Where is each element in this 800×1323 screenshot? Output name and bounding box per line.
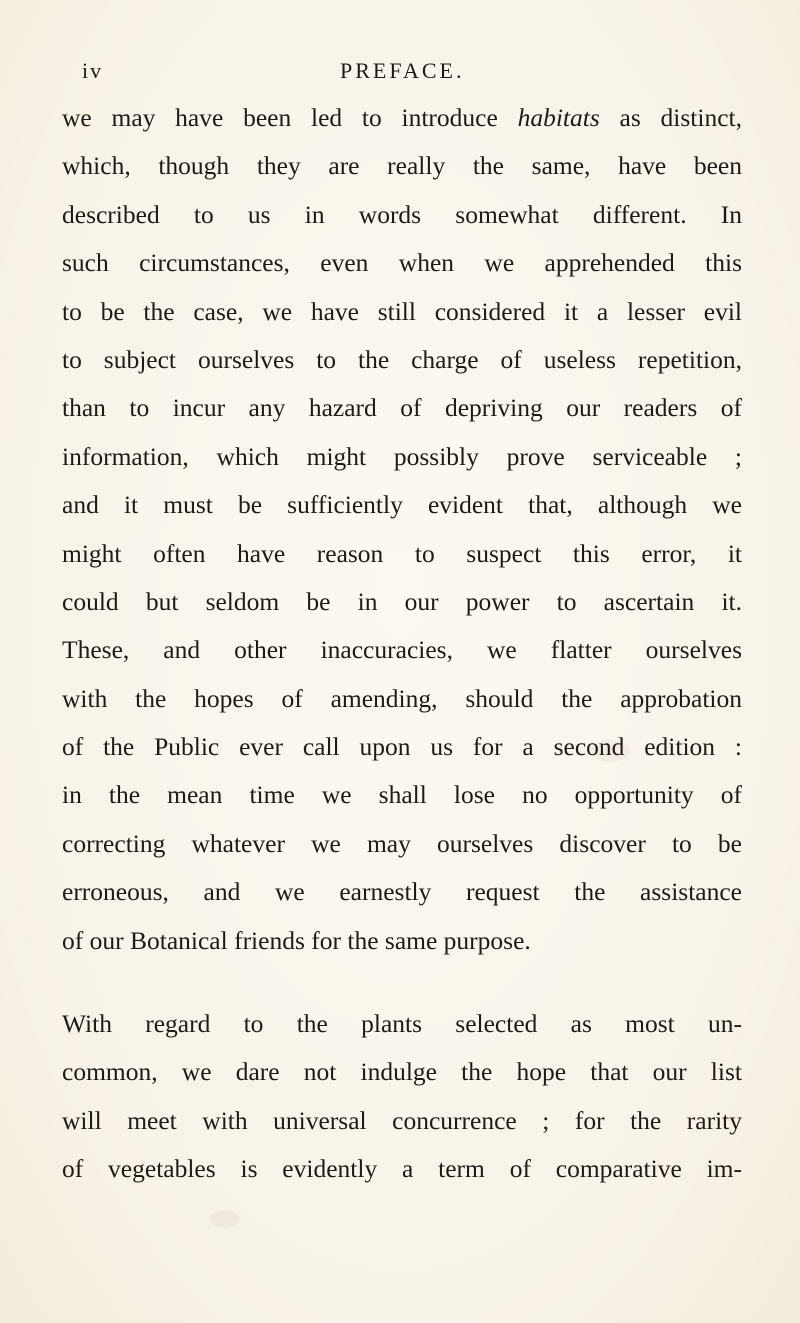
text-line: of our Botanical friends for the same purpose. (62, 925, 531, 955)
text-line: information, which might possibly prove serviceable ; (62, 441, 742, 471)
text-line: such circumstances, even when we apprehended this (62, 248, 742, 278)
text-line: and it must be sufficiently evident that, although we (62, 490, 742, 520)
text-line: to be the case, we have still considered it a lesser evil (62, 296, 742, 326)
page-number: iv (82, 58, 104, 83)
running-title: PREFACE. (340, 58, 465, 83)
text-line: in the mean time we shall lose no opportunity of (62, 780, 742, 810)
text-line: could but seldom be in our power to ascertain it. (62, 586, 742, 616)
text-line: erroneous, and we earnestly request the assistance (62, 877, 742, 907)
text-line (62, 94, 742, 142)
text-line: with the hopes of amending, should the approbation (62, 683, 742, 713)
text-line: will meet with universal concurrence ; for the rarity (62, 1105, 742, 1135)
text-run: as distinct, (599, 103, 742, 132)
text-line: of the Public ever call upon us for a second edition : (62, 732, 742, 762)
paragraph (62, 94, 742, 965)
paragraph (62, 1000, 742, 1194)
running-head (82, 58, 718, 88)
text-line: With regard to the plants selected as most un- (62, 1009, 742, 1039)
text-line: described to us in words somewhat different. In (62, 199, 742, 229)
italic-word: habitats (517, 103, 600, 132)
text-line: to subject ourselves to the charge of useless repetition, (62, 344, 742, 374)
text-run: we may have been led to introduce (62, 103, 518, 132)
text-line: than to incur any hazard of depriving our readers of (62, 393, 742, 423)
text-line: which, though they are really the same, have been (62, 151, 742, 181)
text-line: These, and other inaccuracies, we flatter ourselves (62, 635, 742, 665)
text-line: of vegetables is evidently a term of comparative im- (62, 1154, 742, 1184)
text-line: might often have reason to suspect this error, it (62, 538, 742, 568)
paragraph-gap (62, 965, 742, 1000)
body-text (62, 94, 742, 1194)
paper-stain (210, 1210, 240, 1228)
text-line: correcting whatever we may ourselves discover to be (62, 828, 742, 858)
text-line: common, we dare not indulge the hope that our list (62, 1057, 742, 1087)
